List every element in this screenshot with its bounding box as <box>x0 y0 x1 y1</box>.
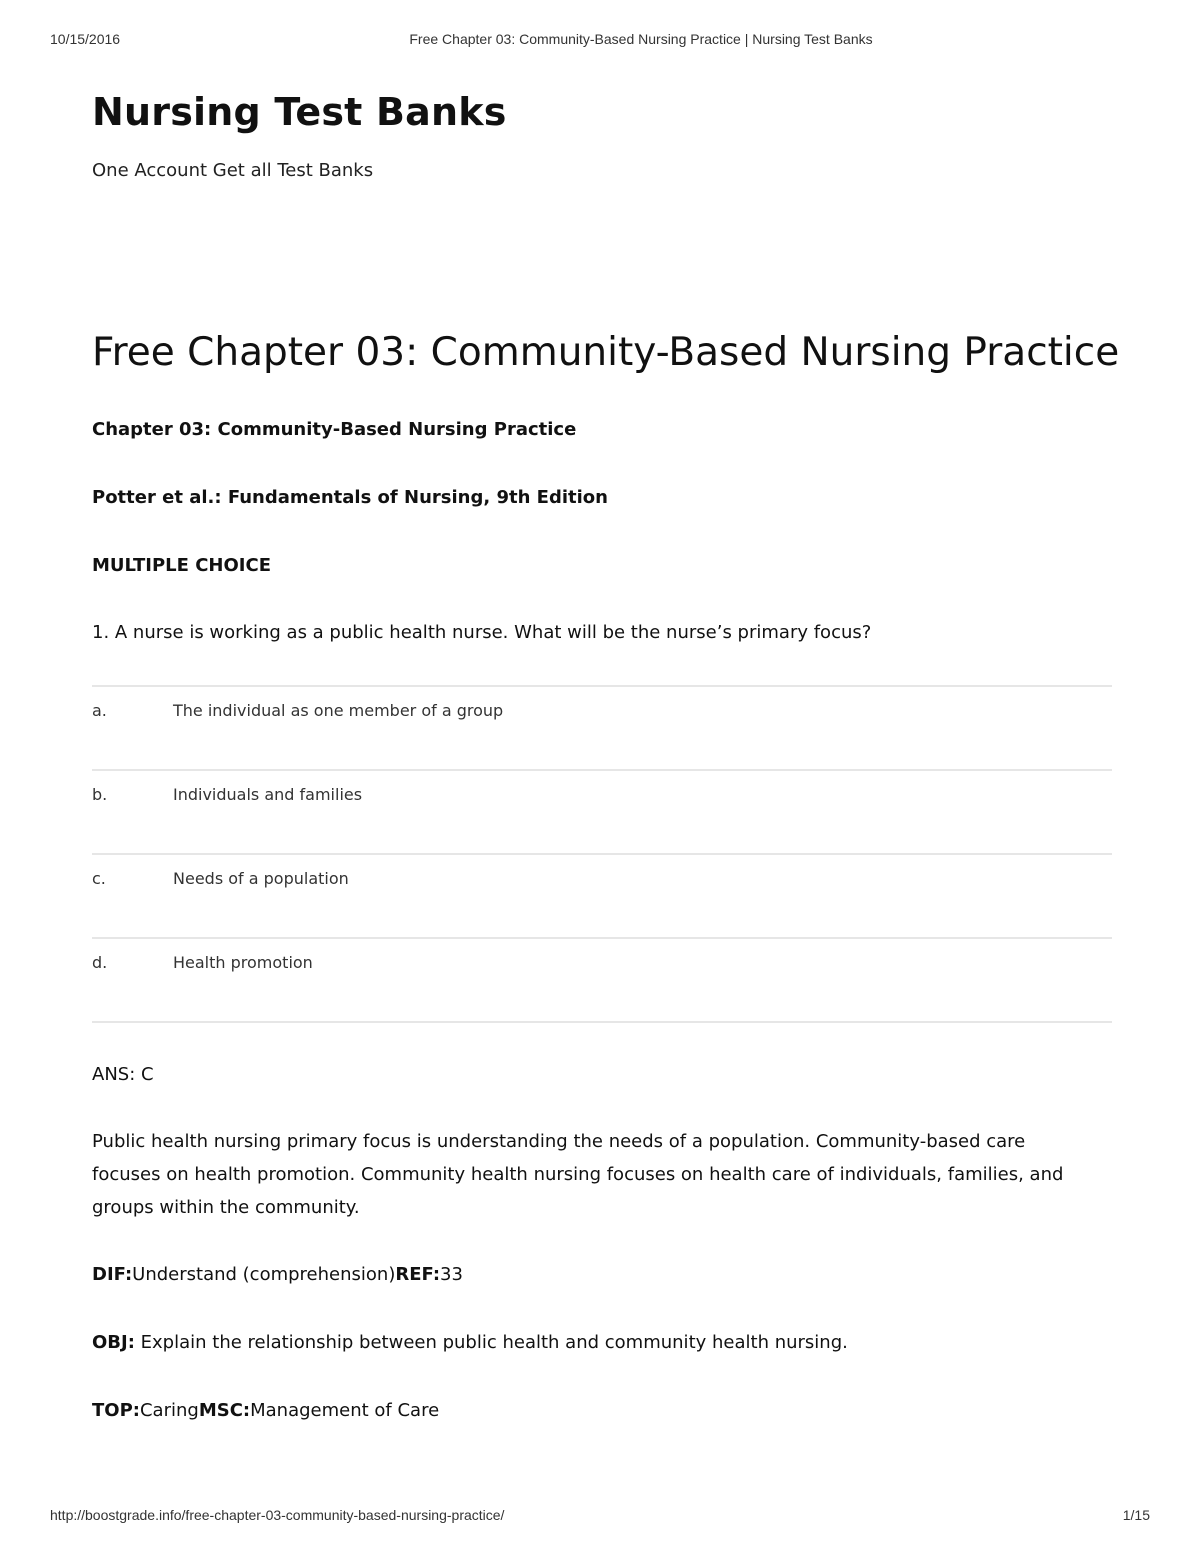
choice-letter: d. <box>92 953 108 972</box>
print-header <box>0 31 1200 49</box>
print-footer <box>0 1507 1200 1525</box>
choice-row-c <box>92 855 1112 939</box>
obj-value: Explain the relationship between public health and community health nursing. <box>134 1332 848 1353</box>
choice-text: Needs of a population <box>173 869 349 888</box>
dif-label: DIF: <box>92 1264 133 1285</box>
question-text: 1. A nurse is working as a public health nurse. What will be the nurse’s primary focus? <box>92 622 872 643</box>
post-title: Free Chapter 03: Community-Based Nursing Practice <box>92 330 1120 375</box>
choice-text: The individual as one member of a group <box>173 701 504 720</box>
choices-table <box>92 685 1112 1023</box>
top-value: Caring <box>139 1400 199 1421</box>
rationale-text: Public health nursing primary focus is understanding the needs of a population. Community-based care focuses on health promotion. Community health nursing focuses on health care of individuals, families, and groups within the community. <box>92 1131 1064 1218</box>
ref-label: REF: <box>395 1264 441 1285</box>
choice-row-b <box>92 771 1112 855</box>
choice-letter: c. <box>92 869 106 888</box>
choice-letter: b. <box>92 785 108 804</box>
choice-letter: a. <box>92 701 107 720</box>
msc-label: MSC: <box>198 1400 251 1421</box>
choice-text: Individuals and families <box>173 785 363 804</box>
choice-text: Health promotion <box>173 953 313 972</box>
chapter-heading: Chapter 03: Community-Based Nursing Practice <box>92 419 577 440</box>
choice-row-a <box>92 687 1112 771</box>
print-date: 10/15/2016 <box>50 31 121 47</box>
print-page-title: Free Chapter 03: Community-Based Nursing Practice | Nursing Test Banks <box>409 31 873 47</box>
print-url[interactable]: http://boostgrade.info/free-chapter-03-community-based-nursing-practice/ <box>50 1507 505 1523</box>
topic-line <box>92 1394 1092 1427</box>
top-label: TOP: <box>92 1400 140 1421</box>
difficulty-line <box>92 1258 1092 1291</box>
choice-row-d <box>92 939 1112 1023</box>
section-heading: MULTIPLE CHOICE <box>92 555 271 576</box>
book-heading: Potter et al.: Fundamentals of Nursing, 9th Edition <box>92 487 608 508</box>
page-number: 1/15 <box>1122 1507 1150 1523</box>
site-title[interactable]: Nursing Test Banks <box>92 90 507 134</box>
obj-label: OBJ: <box>92 1332 135 1353</box>
answer-line: ANS: C <box>92 1064 154 1085</box>
objective-line <box>92 1326 1092 1359</box>
msc-value: Management of Care <box>250 1400 440 1421</box>
dif-value: Understand (comprehension) <box>132 1264 396 1285</box>
site-tagline: One Account Get all Test Banks <box>92 160 374 181</box>
ref-value: 33 <box>440 1264 463 1285</box>
